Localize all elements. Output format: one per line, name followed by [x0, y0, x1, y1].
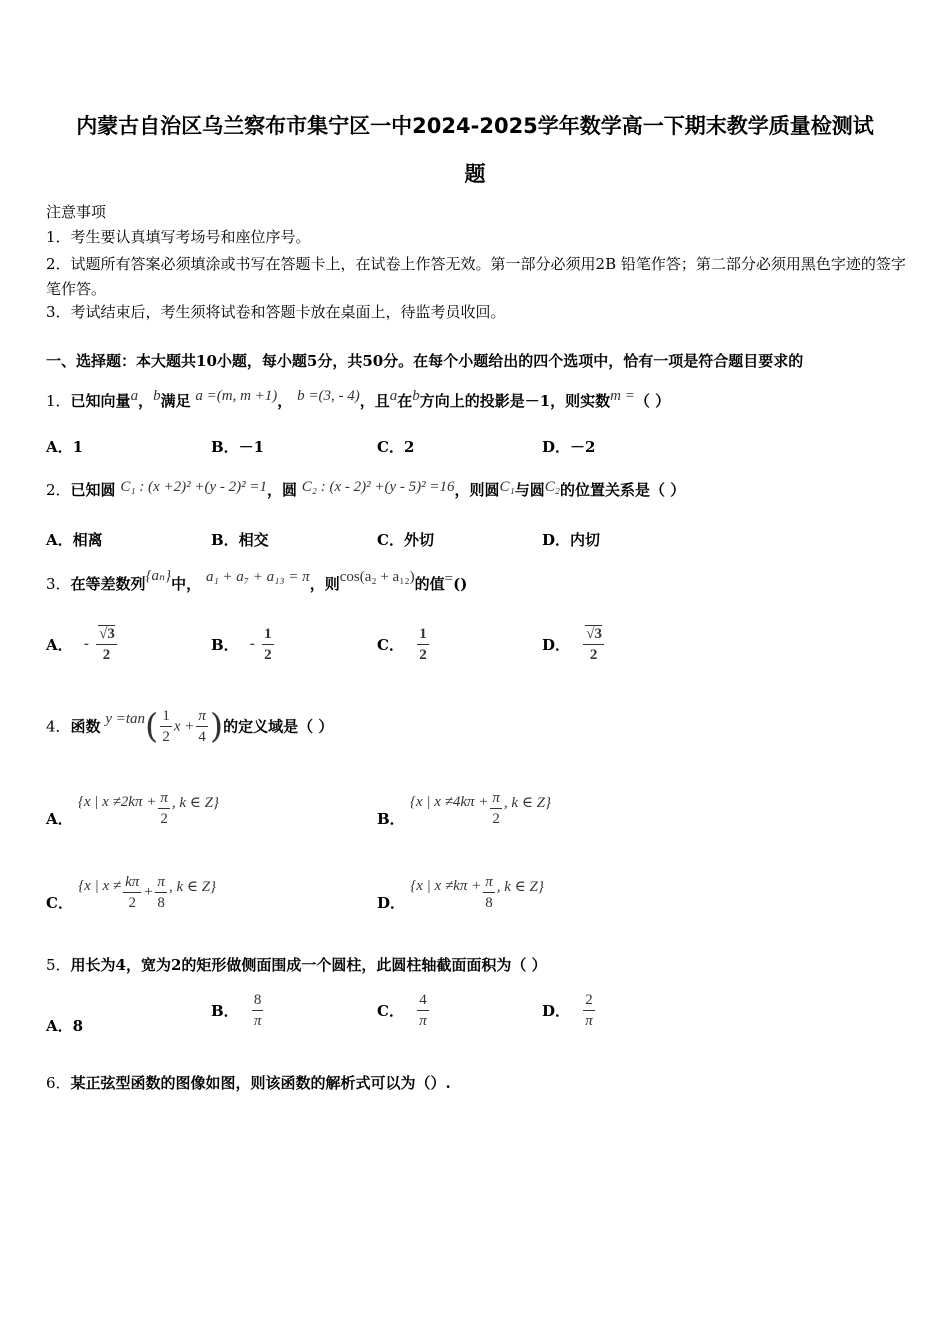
- question-3: [46, 568, 468, 595]
- numerator: 4: [417, 990, 429, 1011]
- option-label: C．: [377, 1002, 404, 1020]
- numerator: π: [155, 872, 167, 893]
- q1-expr-b: b =(3, - 4): [297, 388, 360, 404]
- q3-option-b[interactable]: [211, 624, 276, 665]
- numerator: 1: [262, 624, 274, 645]
- minus-sign: -: [249, 636, 255, 652]
- q4-x: x +: [173, 718, 195, 735]
- q4-option-d[interactable]: [377, 872, 544, 913]
- plus-sign: +: [143, 884, 154, 900]
- section-heading: 一、选择题：本大题共10小题，每小题5分，共50分。在每个小题给出的四个选项中，恰有一项是符合题目要求的: [46, 352, 804, 370]
- q3-condition: a₁ + a₇ + a₁₃ = π: [205, 569, 310, 585]
- question-4: 4．函数 y =tan( $\frac{1}{2}$ x + $\frac{\pi}{4}$ )的定义域是（ ）: [46, 706, 334, 747]
- q3-option-a[interactable]: [46, 624, 119, 665]
- denominator: 2: [128, 895, 136, 911]
- denominator: 2: [160, 811, 168, 827]
- question-number: 3．: [46, 575, 71, 593]
- option-label: C．: [377, 636, 404, 654]
- q3-text: (): [453, 575, 468, 593]
- question-1: [46, 386, 670, 411]
- set-expr: {x | x ≠kπ +: [410, 878, 482, 894]
- q3-expression: cos(a₂ + a₁₂): [339, 569, 415, 585]
- q2-option-b[interactable]: B．相交: [211, 531, 269, 549]
- q2-option-c[interactable]: C．外切: [377, 531, 434, 549]
- q5-option-a[interactable]: A．8: [46, 1017, 84, 1035]
- option-label: D．: [377, 894, 406, 912]
- denominator: 2: [162, 729, 170, 745]
- q2-option-a[interactable]: A．相离: [46, 531, 103, 549]
- q2-text: ，则圆: [454, 481, 500, 499]
- numerator: 1: [417, 624, 429, 645]
- denominator: 2: [419, 647, 427, 663]
- q3-option-c[interactable]: [377, 624, 431, 665]
- denominator: 2: [102, 647, 111, 663]
- q4-option-a[interactable]: [46, 788, 219, 829]
- question-6: [46, 1073, 451, 1093]
- q1-comma: ，: [277, 392, 293, 410]
- numerator: π: [490, 788, 502, 809]
- denominator: π: [585, 1013, 593, 1029]
- fraction: [417, 624, 429, 665]
- q2-text: 的位置关系是（ ）: [560, 481, 686, 499]
- option-label: A．: [46, 810, 73, 828]
- fraction: [196, 706, 208, 747]
- q1-text: 方向上的投影是－1，则实数: [419, 392, 611, 410]
- option-label: C．: [46, 894, 73, 912]
- q2-text: ，圆: [266, 481, 297, 499]
- numerator: π: [196, 706, 208, 727]
- question-2: [46, 480, 685, 501]
- q3-sequence: {aₙ}: [145, 568, 172, 584]
- q4-text: 函数: [70, 717, 101, 736]
- fraction: [583, 990, 595, 1031]
- numerator: 2: [583, 990, 595, 1011]
- notes-item-1: 1．考生要认真填写考场号和座位序号。: [46, 228, 311, 246]
- option-label: A．: [46, 636, 73, 654]
- notes-heading: 注意事项: [46, 203, 107, 221]
- option-label: B．: [211, 1002, 239, 1020]
- q2-c1: C₁: [499, 479, 515, 495]
- exam-title-line1: 内蒙古自治区乌兰察布市集宁区一中2024-2025学年数学高一下期末教学质量检测试: [76, 114, 874, 138]
- q4-option-b[interactable]: [377, 788, 551, 829]
- exam-title-line2: 题: [464, 162, 486, 186]
- set-expr: , k ∈ Z}: [503, 795, 552, 811]
- denominator: 8: [157, 895, 165, 911]
- q1-option-a[interactable]: A．1: [46, 438, 84, 456]
- q6-text: 某正弦型函数的图像如图，则该函数的解析式可以为（）.: [70, 1074, 451, 1092]
- fraction: [417, 990, 429, 1031]
- q1-expr-a: a =(m, m +1): [195, 388, 278, 404]
- q3-text: ，则: [309, 575, 340, 593]
- q1-option-b[interactable]: B．－1: [211, 438, 265, 456]
- fraction: [262, 624, 274, 665]
- q3-equals: =: [444, 571, 454, 587]
- set-expr: {x | x ≠: [78, 878, 122, 894]
- q1-comma: ，: [138, 392, 154, 410]
- fraction: [160, 706, 172, 747]
- q5-option-c[interactable]: [377, 990, 431, 1031]
- vector-a: a: [389, 388, 398, 404]
- fraction: [583, 624, 604, 665]
- sqrt-3: √3: [586, 626, 602, 642]
- denominator: 2: [492, 811, 500, 827]
- set-expr: , k ∈ Z}: [168, 879, 217, 895]
- q1-m: m =: [610, 388, 635, 404]
- numerator: 1: [160, 706, 172, 727]
- q2-text: 已知圆: [70, 481, 116, 499]
- q1-text: 在: [397, 392, 413, 410]
- set-expr: {x | x ≠4kπ +: [409, 794, 489, 810]
- question-number: 6．: [46, 1074, 71, 1092]
- option-label: B．: [377, 810, 405, 828]
- denominator: 4: [198, 729, 206, 745]
- fraction: [155, 872, 167, 913]
- question-5: [46, 955, 547, 975]
- numerator: π: [158, 788, 170, 809]
- denominator: 2: [589, 647, 598, 663]
- sqrt-3: √3: [99, 626, 115, 642]
- q3-text: 的值: [414, 575, 445, 593]
- q1-text: 满足: [160, 392, 191, 410]
- numerator: π: [483, 872, 495, 893]
- numerator: 8: [252, 990, 264, 1011]
- fraction: [252, 990, 264, 1031]
- q3-text: 中，: [171, 575, 202, 593]
- q4-function: y =tan: [105, 710, 146, 727]
- q3-text: 在等差数列: [70, 575, 146, 593]
- question-number: 2．: [46, 481, 71, 499]
- question-number: 1．: [46, 392, 71, 410]
- numerator: kπ: [123, 872, 141, 893]
- q2-circle-2: C₂ : (x - 2)² +(y - 5)² =16: [301, 479, 455, 495]
- denominator: 2: [264, 647, 272, 663]
- fraction: [123, 872, 141, 913]
- q2-text: 与圆: [514, 481, 545, 499]
- option-label: D．: [542, 636, 571, 654]
- q2-c2: C₂: [544, 479, 561, 495]
- q1-paren: （ ）: [634, 392, 671, 410]
- fraction: [490, 788, 502, 829]
- q1-text: ，且: [359, 392, 390, 410]
- notes-item-3: 3．考试结束后，考生须将试卷和答题卡放在桌面上，待监考员收回。: [46, 303, 506, 321]
- set-expr: , k ∈ Z}: [171, 795, 219, 811]
- q5-option-d[interactable]: [542, 990, 597, 1031]
- notes-item-2: 2．试题所有答案必须填涂或书写在答题卡上，在试卷上作答无效。第一部分必须用2B 铅笔作答；第二部分必须用黑色字迹的签字笔作答。: [46, 255, 906, 298]
- option-label: D．: [542, 1002, 571, 1020]
- denominator: π: [253, 1013, 262, 1029]
- denominator: 8: [485, 895, 493, 911]
- q1-text: 已知向量: [70, 392, 131, 410]
- q2-option-d[interactable]: D．内切: [542, 531, 601, 549]
- fraction: [96, 624, 117, 665]
- fraction: [158, 788, 170, 829]
- set-expr: , k ∈ Z}: [496, 879, 544, 895]
- q2-circle-1: C₁ : (x +2)² +(y - 2)² =1: [120, 479, 267, 495]
- q1-option-c[interactable]: C．2: [377, 438, 415, 456]
- set-expr: {x | x ≠2kπ +: [77, 794, 157, 810]
- question-number: 5．: [46, 956, 71, 974]
- q4-text: 的定义域是（ ）: [223, 717, 334, 736]
- vector-a: a: [130, 388, 139, 404]
- q5-text: 用长为4，宽为2的矩形做侧面围成一个圆柱，此圆柱轴截面面积为（ ）: [70, 956, 547, 974]
- fraction: [483, 872, 495, 913]
- option-label: B．: [211, 636, 239, 654]
- vector-b: b: [412, 388, 420, 404]
- denominator: π: [419, 1013, 427, 1029]
- q1-option-d[interactable]: D．－2: [542, 438, 596, 456]
- vector-b: b: [153, 388, 161, 404]
- q3-option-d[interactable]: [542, 624, 606, 665]
- minus-sign: -: [83, 636, 89, 652]
- question-number: 4．: [46, 717, 71, 736]
- q5-option-b[interactable]: [211, 990, 265, 1031]
- q4-option-c[interactable]: [46, 872, 216, 913]
